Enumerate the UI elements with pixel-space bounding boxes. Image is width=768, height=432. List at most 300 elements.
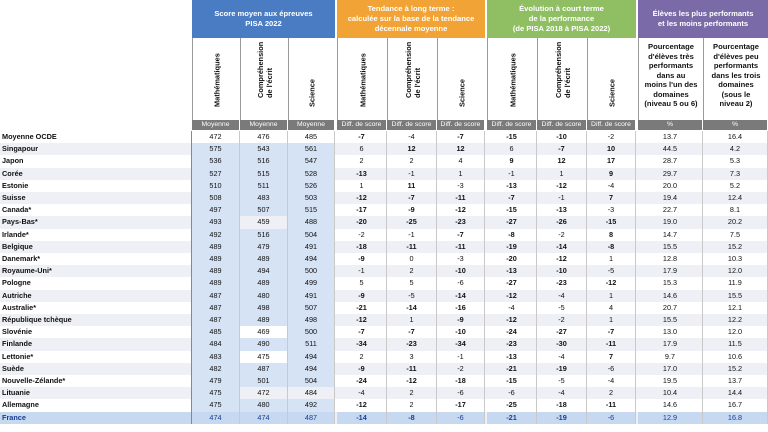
cell-value: 489 bbox=[192, 253, 240, 265]
cell-value: 1 bbox=[537, 168, 587, 180]
cell-value: -9 bbox=[337, 253, 387, 265]
cell-value: 1 bbox=[387, 314, 437, 326]
country-name: Estonie bbox=[0, 180, 192, 192]
cell-value: 16.4 bbox=[703, 131, 768, 143]
cell-value: 485 bbox=[288, 131, 335, 143]
cell-value: -8 bbox=[587, 241, 636, 253]
cell-value: 12.8 bbox=[638, 253, 703, 265]
cell-value: -12 bbox=[487, 314, 537, 326]
cell-value: -18 bbox=[537, 399, 587, 411]
cell-value: 13.7 bbox=[703, 375, 768, 387]
subject-header-9 bbox=[587, 38, 636, 120]
cell-value: -20 bbox=[487, 253, 537, 265]
cell-value: -1 bbox=[437, 351, 485, 363]
cell-value: 475 bbox=[240, 351, 288, 363]
cell-value: 16.7 bbox=[703, 399, 768, 411]
cell-value: 7.5 bbox=[703, 229, 768, 241]
cell-value: 494 bbox=[288, 351, 335, 363]
cell-value: 11.9 bbox=[703, 277, 768, 289]
cell-value: 4.2 bbox=[703, 143, 768, 155]
subject-header-8 bbox=[537, 38, 587, 120]
cell-value: -11 bbox=[437, 241, 485, 253]
unit-header: Moyenne bbox=[192, 120, 239, 130]
cell-value: 17.0 bbox=[638, 363, 703, 375]
cell-value: 499 bbox=[288, 277, 335, 289]
table-row bbox=[0, 399, 768, 411]
cell-value: 504 bbox=[288, 375, 335, 387]
subject-header-2 bbox=[240, 38, 288, 120]
cell-value: -14 bbox=[437, 290, 485, 302]
cell-value: 528 bbox=[288, 168, 335, 180]
subject-label: Mathématiques bbox=[358, 53, 367, 107]
cell-value: -7 bbox=[337, 326, 387, 338]
cell-value: 475 bbox=[192, 387, 240, 399]
cell-value: -4 bbox=[537, 290, 587, 302]
cell-value: 491 bbox=[288, 241, 335, 253]
cell-value: -13 bbox=[487, 351, 537, 363]
cell-value: -14 bbox=[537, 241, 587, 253]
cell-value: -17 bbox=[437, 399, 485, 411]
group-header-1: Score moyen aux épreuves PISA 2022 bbox=[192, 0, 335, 38]
cell-value: 7.3 bbox=[703, 168, 768, 180]
cell-value: -13 bbox=[537, 204, 587, 216]
cell-value: 2 bbox=[337, 351, 387, 363]
table-row bbox=[0, 143, 768, 155]
table-row bbox=[0, 155, 768, 167]
cell-value: -11 bbox=[587, 399, 636, 411]
unit-header: Diff. de score bbox=[437, 120, 484, 130]
cell-value: 19.5 bbox=[638, 375, 703, 387]
cell-value: 12.1 bbox=[703, 302, 768, 314]
country-name: Nouvelle-Zélande* bbox=[0, 375, 192, 387]
cell-value: -21 bbox=[337, 302, 387, 314]
cell-value: -8 bbox=[387, 412, 437, 424]
cell-value: -4 bbox=[537, 351, 587, 363]
cell-value: 482 bbox=[192, 363, 240, 375]
cell-value: 0 bbox=[387, 253, 437, 265]
cell-value: -2 bbox=[437, 363, 485, 375]
cell-value: -26 bbox=[537, 216, 587, 228]
cell-value: -6 bbox=[437, 387, 485, 399]
unit-header: Diff. de score bbox=[537, 120, 586, 130]
cell-value: 1 bbox=[587, 314, 636, 326]
cell-value: -21 bbox=[487, 412, 537, 424]
cell-value: 17 bbox=[587, 155, 636, 167]
cell-value: 507 bbox=[288, 302, 335, 314]
subject-label: Science bbox=[607, 79, 617, 107]
cell-value: -4 bbox=[587, 180, 636, 192]
cell-value: 1 bbox=[587, 253, 636, 265]
cell-value: 489 bbox=[192, 241, 240, 253]
group-header-2: Tendance à long terme : calculée sur la base de la tendance décennale moyenne bbox=[337, 0, 485, 38]
cell-value: -5 bbox=[537, 302, 587, 314]
cell-value: 9.7 bbox=[638, 351, 703, 363]
cell-value: 14.4 bbox=[703, 387, 768, 399]
table-row bbox=[0, 253, 768, 265]
cell-value: 494 bbox=[288, 363, 335, 375]
cell-value: -13 bbox=[337, 168, 387, 180]
cell-value: -24 bbox=[487, 326, 537, 338]
cell-value: -15 bbox=[487, 131, 537, 143]
cell-value: 2 bbox=[387, 265, 437, 277]
cell-value: -8 bbox=[487, 229, 537, 241]
cell-value: -4 bbox=[537, 387, 587, 399]
cell-value: -34 bbox=[337, 338, 387, 350]
cell-value: -23 bbox=[387, 338, 437, 350]
cell-value: -10 bbox=[537, 131, 587, 143]
country-name: République tchèque bbox=[0, 314, 192, 326]
cell-value: 472 bbox=[192, 131, 240, 143]
cell-value: 500 bbox=[288, 265, 335, 277]
cell-value: 5.2 bbox=[703, 180, 768, 192]
cell-value: -12 bbox=[537, 253, 587, 265]
table-row bbox=[0, 326, 768, 338]
cell-value: 511 bbox=[240, 180, 288, 192]
group-header-4: Élèves les plus performants et les moins performants bbox=[638, 0, 768, 38]
cell-value: 494 bbox=[288, 253, 335, 265]
cell-value: 14.7 bbox=[638, 229, 703, 241]
cell-value: 536 bbox=[192, 155, 240, 167]
cell-value: 489 bbox=[240, 253, 288, 265]
cell-value: -13 bbox=[487, 265, 537, 277]
cell-value: 508 bbox=[192, 192, 240, 204]
cell-value: 9 bbox=[587, 168, 636, 180]
cell-value: 12 bbox=[387, 143, 437, 155]
cell-value: 10.4 bbox=[638, 387, 703, 399]
cell-value: -4 bbox=[487, 302, 537, 314]
cell-value: -5 bbox=[587, 265, 636, 277]
cell-value: -15 bbox=[487, 375, 537, 387]
cell-value: -9 bbox=[337, 363, 387, 375]
cell-value: -3 bbox=[587, 204, 636, 216]
table-row bbox=[0, 290, 768, 302]
subject-label: Science bbox=[307, 79, 317, 107]
cell-value: 498 bbox=[240, 302, 288, 314]
cell-value: 491 bbox=[288, 290, 335, 302]
cell-value: 29.7 bbox=[638, 168, 703, 180]
cell-value: 1 bbox=[587, 290, 636, 302]
cell-value: 498 bbox=[288, 314, 335, 326]
cell-value: 483 bbox=[240, 192, 288, 204]
table-row bbox=[0, 363, 768, 375]
cell-value: 479 bbox=[192, 375, 240, 387]
country-name: Slovénie bbox=[0, 326, 192, 338]
cell-value: 487 bbox=[192, 314, 240, 326]
cell-value: -3 bbox=[437, 253, 485, 265]
cell-value: 12.9 bbox=[638, 412, 703, 424]
cell-value: -6 bbox=[437, 412, 485, 424]
cell-value: -30 bbox=[537, 338, 587, 350]
subject-header-6 bbox=[437, 38, 485, 120]
cell-value: 487 bbox=[288, 412, 335, 424]
unit-header: Diff. de score bbox=[587, 120, 635, 130]
cell-value: 480 bbox=[240, 399, 288, 411]
cell-value: -3 bbox=[437, 180, 485, 192]
cell-value: -5 bbox=[537, 375, 587, 387]
cell-value: 492 bbox=[192, 229, 240, 241]
cell-value: 515 bbox=[288, 204, 335, 216]
cell-value: 20.2 bbox=[703, 216, 768, 228]
cell-value: 526 bbox=[288, 180, 335, 192]
cell-value: -12 bbox=[587, 277, 636, 289]
cell-value: 504 bbox=[288, 229, 335, 241]
cell-value: -19 bbox=[487, 241, 537, 253]
table-row bbox=[0, 412, 768, 424]
cell-value: 44.5 bbox=[638, 143, 703, 155]
unit-header: Diff. de score bbox=[337, 120, 386, 130]
cell-value: 575 bbox=[192, 143, 240, 155]
cell-value: -7 bbox=[437, 229, 485, 241]
table-row bbox=[0, 192, 768, 204]
cell-value: -16 bbox=[437, 302, 485, 314]
cell-value: -12 bbox=[387, 375, 437, 387]
country-name: Royaume-Uni* bbox=[0, 265, 192, 277]
cell-value: 501 bbox=[240, 375, 288, 387]
cell-value: -2 bbox=[537, 314, 587, 326]
cell-value: -27 bbox=[487, 277, 537, 289]
cell-value: 16.8 bbox=[703, 412, 768, 424]
cell-value: 547 bbox=[288, 155, 335, 167]
cell-value: -23 bbox=[437, 216, 485, 228]
country-name: Autriche bbox=[0, 290, 192, 302]
cell-value: 12.0 bbox=[703, 265, 768, 277]
cell-value: 12.0 bbox=[703, 326, 768, 338]
cell-value: -24 bbox=[337, 375, 387, 387]
cell-value: 3 bbox=[387, 351, 437, 363]
cell-value: -9 bbox=[337, 290, 387, 302]
cell-value: 19.4 bbox=[638, 192, 703, 204]
cell-value: 5.3 bbox=[703, 155, 768, 167]
cell-value: -7 bbox=[387, 192, 437, 204]
subject-label: Compréhension de l'écrit bbox=[403, 41, 422, 98]
cell-value: 5 bbox=[387, 277, 437, 289]
cell-value: -14 bbox=[387, 302, 437, 314]
table-row bbox=[0, 265, 768, 277]
cell-value: -10 bbox=[437, 265, 485, 277]
table-row bbox=[0, 168, 768, 180]
cell-value: 515 bbox=[240, 168, 288, 180]
cell-value: -11 bbox=[587, 338, 636, 350]
country-name: Lettonie* bbox=[0, 351, 192, 363]
cell-value: -6 bbox=[587, 412, 636, 424]
unit-header: Moyenne bbox=[288, 120, 334, 130]
cell-value: 2 bbox=[387, 387, 437, 399]
cell-value: 516 bbox=[240, 155, 288, 167]
cell-value: 480 bbox=[240, 290, 288, 302]
subject-label: Science bbox=[457, 79, 466, 107]
cell-value: 2 bbox=[387, 399, 437, 411]
unit-header: % bbox=[638, 120, 702, 130]
country-name: Moyenne OCDE bbox=[0, 131, 192, 143]
subject-label: Compréhension de l'écrit bbox=[553, 41, 572, 98]
cell-value: -2 bbox=[337, 229, 387, 241]
subject-label: Mathématiques bbox=[508, 53, 517, 107]
cell-value: -25 bbox=[487, 399, 537, 411]
cell-value: 485 bbox=[192, 326, 240, 338]
country-name: Suisse bbox=[0, 192, 192, 204]
cell-value: 474 bbox=[192, 412, 240, 424]
cell-value: -9 bbox=[437, 314, 485, 326]
subject-header-4 bbox=[337, 38, 387, 120]
cell-value: 12 bbox=[437, 143, 485, 155]
cell-value: -9 bbox=[387, 204, 437, 216]
country-name: Irlande* bbox=[0, 229, 192, 241]
cell-value: -4 bbox=[387, 131, 437, 143]
cell-value: 19.0 bbox=[638, 216, 703, 228]
unit-header: Diff. de score bbox=[487, 120, 536, 130]
subject-header-7 bbox=[487, 38, 537, 120]
cell-value: 492 bbox=[288, 399, 335, 411]
cell-value: -1 bbox=[487, 168, 537, 180]
cell-value: 6 bbox=[487, 143, 537, 155]
cell-value: 475 bbox=[192, 399, 240, 411]
cell-value: 15.5 bbox=[703, 290, 768, 302]
cell-value: 474 bbox=[240, 412, 288, 424]
cell-value: -7 bbox=[387, 326, 437, 338]
subject-header-3 bbox=[288, 38, 335, 120]
cell-value: 561 bbox=[288, 143, 335, 155]
country-name: Danemark* bbox=[0, 253, 192, 265]
cell-value: 17.9 bbox=[638, 338, 703, 350]
cell-value: -21 bbox=[487, 363, 537, 375]
cell-value: 489 bbox=[240, 277, 288, 289]
cell-value: 489 bbox=[240, 314, 288, 326]
cell-value: -23 bbox=[487, 338, 537, 350]
table-row bbox=[0, 387, 768, 399]
cell-value: 484 bbox=[288, 387, 335, 399]
cell-value: -11 bbox=[387, 241, 437, 253]
cell-value: 15.5 bbox=[638, 314, 703, 326]
table-row bbox=[0, 277, 768, 289]
table-row bbox=[0, 375, 768, 387]
cell-value: -12 bbox=[487, 290, 537, 302]
cell-value: 11.5 bbox=[703, 338, 768, 350]
table-row bbox=[0, 314, 768, 326]
cell-value: 1 bbox=[437, 168, 485, 180]
cell-value: 12.4 bbox=[703, 192, 768, 204]
cell-value: -27 bbox=[487, 216, 537, 228]
cell-value: 511 bbox=[288, 338, 335, 350]
cell-value: -1 bbox=[387, 168, 437, 180]
cell-value: 543 bbox=[240, 143, 288, 155]
cell-value: -11 bbox=[387, 363, 437, 375]
cell-value: -19 bbox=[537, 363, 587, 375]
country-name: Corée bbox=[0, 168, 192, 180]
cell-value: -12 bbox=[337, 399, 387, 411]
cell-value: 28.7 bbox=[638, 155, 703, 167]
cell-value: -6 bbox=[587, 363, 636, 375]
cell-value: -15 bbox=[587, 216, 636, 228]
cell-value: -10 bbox=[437, 326, 485, 338]
table-row bbox=[0, 241, 768, 253]
cell-value: -2 bbox=[537, 229, 587, 241]
cell-value: 10 bbox=[587, 143, 636, 155]
cell-value: 489 bbox=[192, 277, 240, 289]
cell-value: 9 bbox=[487, 155, 537, 167]
cell-value: 459 bbox=[240, 216, 288, 228]
cell-value: 497 bbox=[192, 204, 240, 216]
cell-value: 4 bbox=[437, 155, 485, 167]
cell-value: -18 bbox=[437, 375, 485, 387]
table-row bbox=[0, 302, 768, 314]
cell-value: -2 bbox=[587, 131, 636, 143]
cell-value: 12.2 bbox=[703, 314, 768, 326]
cell-value: 490 bbox=[240, 338, 288, 350]
cell-value: 500 bbox=[288, 326, 335, 338]
country-name: France bbox=[0, 412, 192, 424]
cell-value: 527 bbox=[192, 168, 240, 180]
cell-value: -1 bbox=[337, 265, 387, 277]
cell-value: 479 bbox=[240, 241, 288, 253]
cell-value: 487 bbox=[192, 302, 240, 314]
cell-value: 20.7 bbox=[638, 302, 703, 314]
cell-value: -7 bbox=[587, 326, 636, 338]
cell-value: -20 bbox=[337, 216, 387, 228]
cell-value: -4 bbox=[337, 387, 387, 399]
country-name: Lituanie bbox=[0, 387, 192, 399]
cell-value: 10.6 bbox=[703, 351, 768, 363]
cell-value: -7 bbox=[487, 192, 537, 204]
cell-value: 14.6 bbox=[638, 290, 703, 302]
cell-value: 15.3 bbox=[638, 277, 703, 289]
cell-value: 8 bbox=[587, 229, 636, 241]
cell-value: -12 bbox=[337, 314, 387, 326]
cell-value: -12 bbox=[337, 192, 387, 204]
cell-value: 484 bbox=[192, 338, 240, 350]
table-row bbox=[0, 131, 768, 143]
cell-value: 2 bbox=[387, 155, 437, 167]
cell-value: -27 bbox=[537, 326, 587, 338]
unit-header: Moyenne bbox=[240, 120, 287, 130]
cell-value: -14 bbox=[337, 412, 387, 424]
cell-value: 5 bbox=[337, 277, 387, 289]
table-row bbox=[0, 338, 768, 350]
percentage-header-2: Pourcentage d'élèves peu performants dans les trois domaines (sous le niveau 2) bbox=[703, 38, 768, 120]
cell-value: -12 bbox=[537, 180, 587, 192]
cell-value: 487 bbox=[240, 363, 288, 375]
cell-value: 510 bbox=[192, 180, 240, 192]
cell-value: 15.5 bbox=[638, 241, 703, 253]
country-name: Singapour bbox=[0, 143, 192, 155]
group-header-3: Évolution à court terme de la performance (de PISA 2018 à PISA 2022) bbox=[487, 0, 636, 38]
cell-value: 493 bbox=[192, 216, 240, 228]
cell-value: -4 bbox=[587, 375, 636, 387]
cell-value: 489 bbox=[192, 265, 240, 277]
cell-value: -23 bbox=[537, 277, 587, 289]
cell-value: 6 bbox=[337, 143, 387, 155]
cell-value: 516 bbox=[240, 229, 288, 241]
cell-value: -7 bbox=[437, 131, 485, 143]
cell-value: -5 bbox=[387, 290, 437, 302]
subject-label: Compréhension de l'écrit bbox=[255, 41, 274, 98]
cell-value: 20.0 bbox=[638, 180, 703, 192]
cell-value: -6 bbox=[437, 277, 485, 289]
country-name: Suède bbox=[0, 363, 192, 375]
cell-value: 22.7 bbox=[638, 204, 703, 216]
cell-value: -11 bbox=[437, 192, 485, 204]
cell-value: 12 bbox=[537, 155, 587, 167]
country-name: Canada* bbox=[0, 204, 192, 216]
subject-label: Mathématiques bbox=[212, 53, 221, 107]
cell-value: 11 bbox=[387, 180, 437, 192]
cell-value: -25 bbox=[387, 216, 437, 228]
cell-value: 7 bbox=[587, 192, 636, 204]
country-name: Australie* bbox=[0, 302, 192, 314]
cell-value: -1 bbox=[387, 229, 437, 241]
cell-value: 488 bbox=[288, 216, 335, 228]
cell-value: 503 bbox=[288, 192, 335, 204]
cell-value: 1 bbox=[337, 180, 387, 192]
